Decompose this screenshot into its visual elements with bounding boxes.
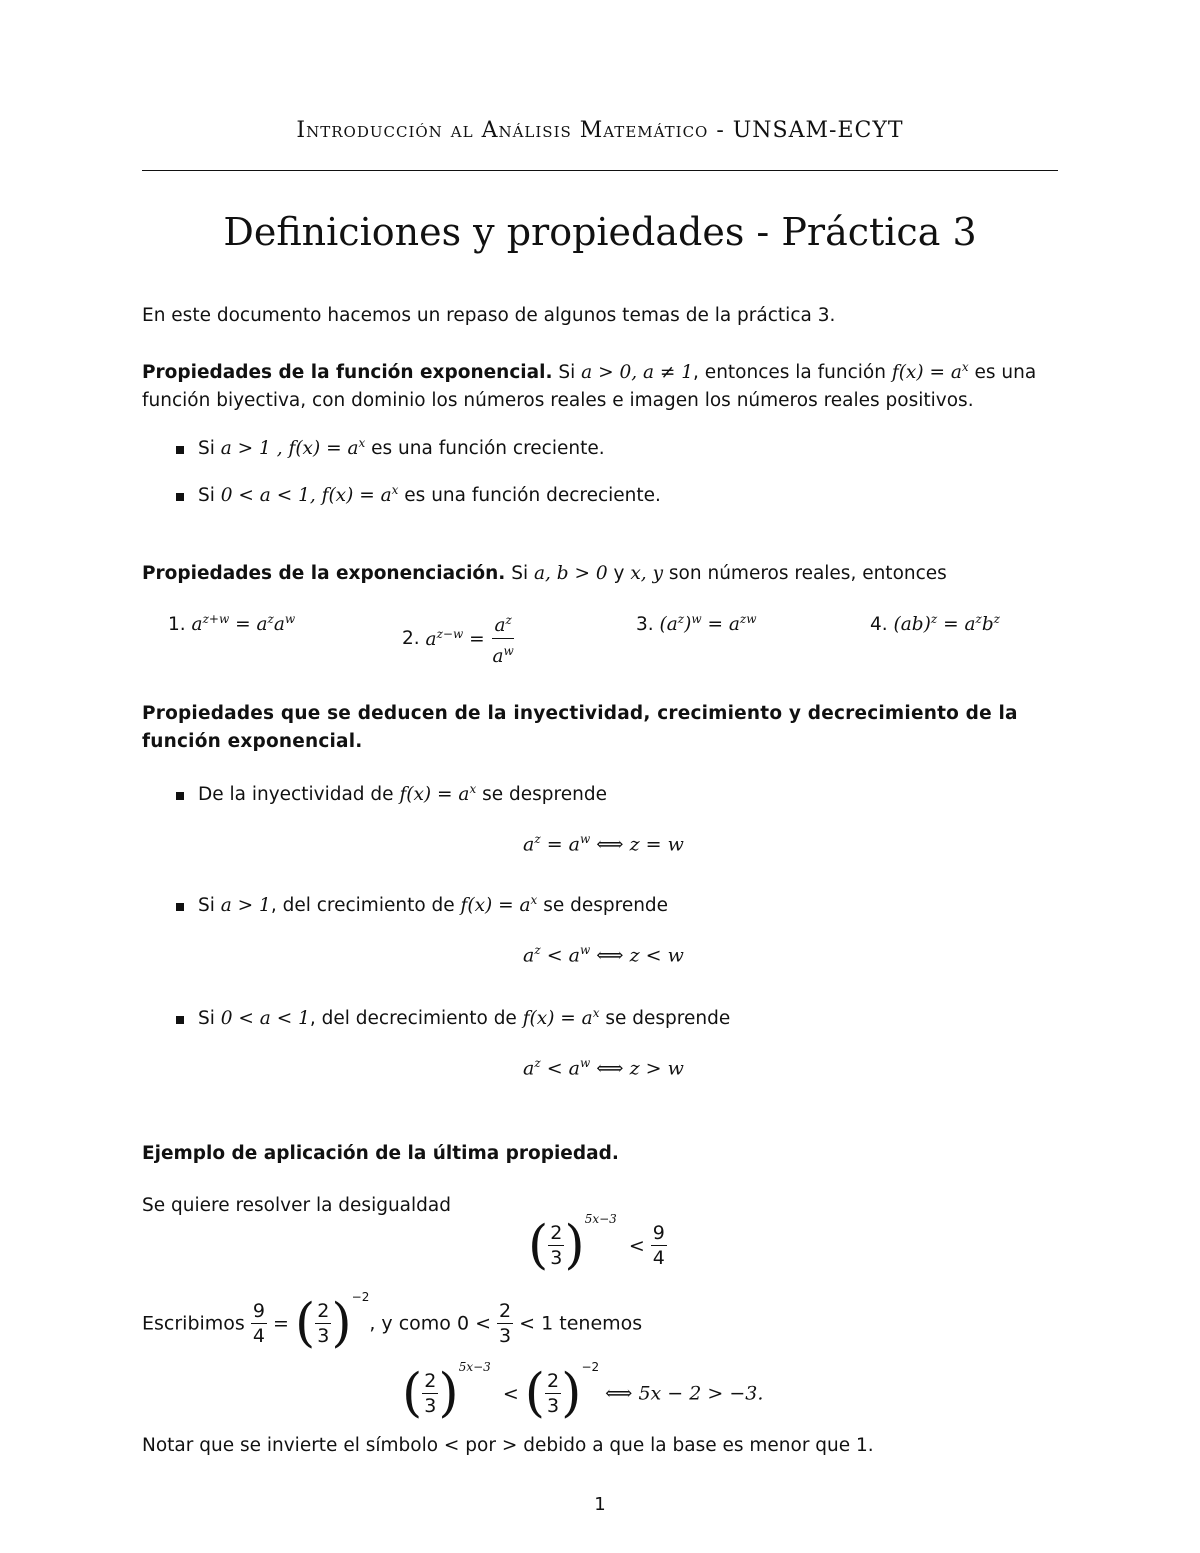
b2-post: es una función decreciente. [398, 485, 661, 507]
d-b2-sup: x [530, 893, 538, 907]
expo-cond: a, b > 0 [533, 563, 608, 584]
running-head [0, 118, 1200, 143]
fraction-two-thirds [548, 1221, 564, 1270]
p4-sup: z [930, 612, 938, 626]
frac-num: 2 [547, 1370, 560, 1392]
bullet-injectivity [198, 782, 607, 805]
inequality-1 [528, 1212, 667, 1276]
d-b3-mid: , del decrecimiento de [309, 1008, 523, 1030]
d3-rest: ⟺ z > w [590, 1057, 684, 1080]
page-title: Definiciones y propiedades - Práctica 3 [223, 210, 977, 254]
iff-result: ⟺ 5x − 2 > −3. [599, 1382, 764, 1405]
p1-b: a [273, 614, 285, 636]
intro-paragraph: En este documento hacemos un repaso de algunos temas de la práctica 3. [142, 305, 836, 326]
page-number: 1 [594, 1494, 606, 1515]
d3-sup: z [534, 1056, 541, 1070]
d-b3-pre: Si [198, 1008, 221, 1030]
d2-sup2: w [579, 943, 591, 957]
p3-b: ) [684, 614, 692, 636]
fraction-two-thirds [545, 1369, 561, 1418]
property-3 [636, 612, 757, 635]
b1-sup: x [358, 436, 366, 450]
fraction-nine-fourths [651, 1221, 667, 1270]
less-than: < [628, 1234, 645, 1257]
d2-a: a [523, 944, 535, 967]
running-head-institution: - UNSAM-ECYT [708, 118, 904, 143]
equals: = [266, 1312, 295, 1335]
p2-frac-den-sup: w [503, 644, 514, 659]
frac-num: 9 [252, 1300, 265, 1322]
exp-text-1: Si [552, 362, 582, 384]
running-head-course: Introducción al Análisis Matemático [296, 118, 709, 143]
exponentiation-paragraph [142, 560, 1058, 588]
frac-num: 2 [424, 1370, 437, 1392]
d1-sup: z [534, 832, 541, 846]
frac-den: 3 [499, 1325, 512, 1347]
frac-den: 4 [252, 1325, 265, 1347]
d2-sup: z [534, 943, 541, 957]
expo-text-2: y [607, 563, 631, 584]
exponentiation-heading: Propiedades de la exponenciación. [142, 563, 506, 584]
p3-sup2: w [691, 612, 702, 626]
d1-sup2: w [579, 832, 591, 846]
d1-mid: = a [540, 833, 580, 856]
less-than: < [502, 1382, 519, 1405]
expo-text-3: son números reales, entonces [663, 563, 947, 584]
exponent: −2 [581, 1360, 600, 1374]
fraction-two-thirds [497, 1299, 513, 1348]
d3-a: a [523, 1057, 535, 1080]
expo-vars: x, y [630, 563, 664, 584]
bullet-marker [176, 903, 184, 911]
escribimos: Escribimos [142, 1312, 251, 1335]
p1-num: 1. [168, 614, 186, 636]
header-rule [142, 170, 1058, 171]
d-b1-sup: x [469, 782, 477, 796]
p3-sup3: zw [739, 612, 757, 626]
p2-a: a [425, 629, 437, 651]
p3-sup: z [677, 612, 685, 626]
p2-frac-den: a [492, 646, 504, 668]
p1-eq: = a [229, 614, 268, 636]
left-paren: ( [402, 1363, 423, 1424]
d-b3-func: f(x) = a [522, 1008, 593, 1030]
d3-sup2: w [579, 1056, 591, 1070]
p2-sup: z−w [436, 627, 464, 642]
frac-den: 3 [317, 1325, 330, 1347]
exp-text-3: es una función biyectiva, con dominio los números reales e imagen los números reales positivos. [142, 362, 1037, 412]
d2-mid: < a [540, 944, 580, 967]
p1-a: a [191, 614, 203, 636]
right-paren: ) [561, 1363, 582, 1424]
lt-one: < 1 tenemos [513, 1312, 643, 1335]
exp-function-paragraph [142, 353, 1058, 415]
bullet-decreasing [198, 483, 661, 506]
frac-num: 2 [550, 1222, 563, 1244]
frac-den: 3 [547, 1395, 560, 1417]
display-equation-1 [523, 832, 684, 855]
p4-b: b [981, 614, 994, 636]
exponent: 5x−3 [458, 1360, 491, 1374]
bullet-marker [176, 493, 184, 501]
exp-func: f(x) = a [891, 362, 962, 384]
property-4 [870, 612, 1000, 635]
exponent: 5x−3 [584, 1212, 617, 1226]
exp-function-heading: Propiedades de la función exponencial. [142, 362, 553, 384]
p2-fraction [491, 608, 516, 669]
right-paren: ) [564, 1215, 585, 1276]
b1-pre: Si [198, 438, 221, 460]
d-b1-post: se desprende [476, 784, 607, 806]
display-equation-3 [523, 1056, 684, 1079]
frac-num: 9 [652, 1222, 665, 1244]
expo-text-1: Si [505, 563, 534, 584]
p1-sup3: w [284, 612, 296, 626]
bullet-marker [176, 792, 184, 800]
d-b2-mid: , del crecimiento de [270, 895, 461, 917]
property-2 [402, 608, 516, 669]
d-b2-pre: Si [198, 895, 221, 917]
b1-cond: a > 1 , f(x) = a [220, 438, 359, 460]
rewrite-line [142, 1290, 643, 1354]
d3-mid: < a [540, 1057, 580, 1080]
bullet-growth [198, 893, 668, 916]
p1-sup2: z [267, 612, 274, 626]
d-b3-cond: 0 < a < 1 [220, 1008, 310, 1030]
frac-num: 2 [499, 1300, 512, 1322]
d-b2-cond: a > 1 [220, 895, 271, 917]
exp-text-2: , entonces la función [693, 362, 892, 384]
d-b2-func: f(x) = a [460, 895, 531, 917]
p4-a: (ab) [893, 614, 931, 636]
left-paren: ( [524, 1363, 546, 1424]
example-intro: Se quiere resolver la desigualdad [142, 1195, 451, 1216]
deduced-heading: Propiedades que se deducen de la inyectividad, crecimiento y decrecimiento de la función exponencial. [142, 703, 1018, 752]
right-paren: ) [331, 1293, 352, 1354]
b2-cond: 0 < a < 1, f(x) = a [220, 485, 392, 507]
y-como: , y como 0 < [369, 1312, 498, 1335]
p3-a: (a [659, 614, 678, 636]
b2-pre: Si [198, 485, 221, 507]
d1-rest: ⟺ z = w [590, 833, 684, 856]
frac-den: 4 [652, 1247, 665, 1269]
p2-num: 2. [402, 628, 420, 650]
p4-eq: = a [937, 614, 976, 636]
p4-sup2: z [975, 612, 982, 626]
b1-post: es una función creciente. [365, 438, 605, 460]
p4-sup3: z [993, 612, 1000, 626]
inequality-2 [402, 1360, 764, 1424]
closing-note: Notar que se invierte el símbolo < por > debido a que la base es menor que 1. [142, 1435, 874, 1456]
exp-func-sup: x [961, 360, 969, 374]
p2-frac-num: a [494, 615, 506, 637]
p1-sup: z+w [202, 612, 230, 626]
d1-a: a [523, 833, 535, 856]
left-paren: ( [528, 1215, 549, 1276]
frac-den: 3 [424, 1395, 437, 1417]
b2-sup: x [391, 483, 399, 497]
p2-frac-num-sup: z [505, 613, 512, 627]
fraction-nine-fourths [251, 1299, 267, 1348]
fraction-two-thirds [422, 1369, 438, 1418]
p3-num: 3. [636, 614, 654, 636]
display-equation-2 [523, 943, 684, 966]
d-b3-sup: x [592, 1006, 600, 1020]
fraction-two-thirds [315, 1299, 331, 1348]
bullet-increasing [198, 436, 605, 459]
d-b1-pre: De la inyectividad de [198, 784, 400, 806]
left-paren: ( [294, 1293, 316, 1354]
d-b1-func: f(x) = a [399, 784, 470, 806]
exp-condition: a > 0, a ≠ 1 [581, 362, 694, 384]
bullet-marker [176, 1016, 184, 1024]
bullet-marker [176, 446, 184, 454]
p3-eq: = a [701, 614, 740, 636]
d2-rest: ⟺ z < w [590, 944, 684, 967]
example-heading: Ejemplo de aplicación de la última propiedad. [142, 1143, 619, 1164]
bullet-decay [198, 1006, 730, 1029]
frac-den: 3 [550, 1247, 563, 1269]
right-paren: ) [438, 1363, 459, 1424]
d-b3-post: se desprende [599, 1008, 731, 1030]
property-1 [168, 612, 295, 635]
p4-num: 4. [870, 614, 888, 636]
exponent: −2 [351, 1290, 370, 1304]
frac-num: 2 [317, 1300, 330, 1322]
d-b2-post: se desprende [537, 895, 669, 917]
p2-eq: = [463, 629, 491, 651]
